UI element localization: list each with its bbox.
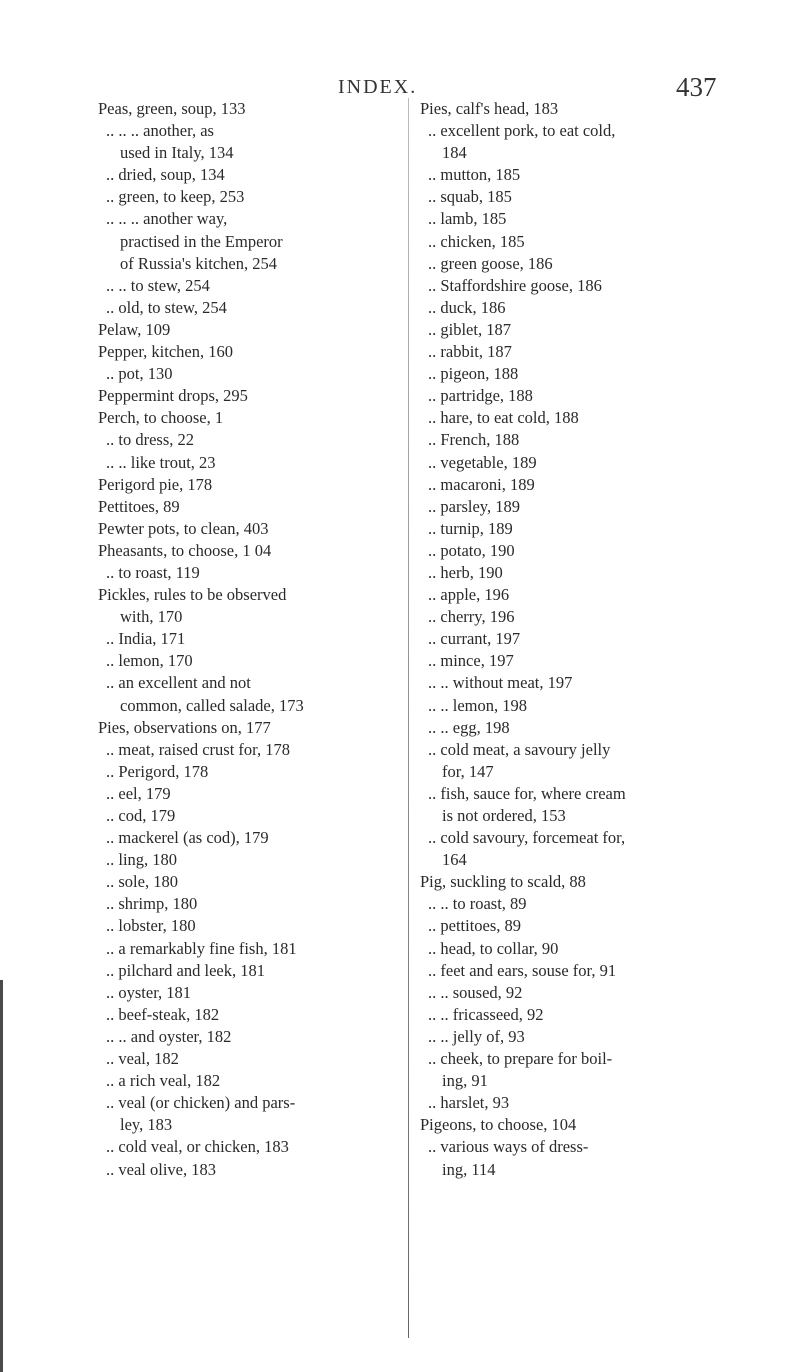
index-entry: .. lemon, 170 [106,651,193,671]
index-entry: .. French, 188 [428,430,520,450]
index-entry: .. pigeon, 188 [428,364,519,384]
running-title: INDEX. [338,76,418,98]
index-entry: .. veal olive, 183 [106,1159,216,1179]
index-entry: 184 [442,143,467,163]
index-entry: used in Italy, 134 [120,143,234,163]
index-entry: .. chicken, 185 [428,231,525,251]
index-entry: .. .. lemon, 198 [428,695,527,715]
index-entry: .. apple, 196 [428,585,510,605]
index-entry: .. currant, 197 [428,629,521,649]
index-entry: .. partridge, 188 [428,386,533,406]
index-entry: .. beef-steak, 182 [106,1004,220,1024]
column-divider [408,98,409,1338]
index-entry: .. meat, raised crust for, 178 [106,739,290,759]
index-entry: .. cheek, to prepare for boil- [428,1049,613,1069]
index-entry: .. excellent pork, to eat cold, [428,121,616,141]
page-edge-shadow [0,980,3,1372]
index-entry: .. shrimp, 180 [106,894,198,914]
index-entry: Pelaw, 109 [98,319,171,339]
index-entry: with, 170 [120,607,183,627]
index-entry: Perigord pie, 178 [98,474,213,494]
index-entry: ley, 183 [120,1115,173,1135]
index-entry: Pies, observations on, 177 [98,717,271,737]
index-entry: .. a rich veal, 182 [106,1071,221,1091]
index-entry: .. giblet, 187 [428,319,511,339]
index-entry: Pies, calf's head, 183 [420,99,559,118]
index-entry: .. Perigord, 178 [106,761,209,781]
index-entry: .. eel, 179 [106,783,171,803]
index-entry: .. potato, 190 [428,540,515,560]
index-column-left [98,98,396,1181]
index-entry: ing, 91 [442,1071,488,1091]
index-entry: .. macaroni, 189 [428,474,535,494]
index-entry: .. duck, 186 [428,297,506,317]
index-entry: .. .. jelly of, 93 [428,1026,525,1046]
index-entry: .. veal (or chicken) and pars- [106,1093,296,1113]
index-entry: .. .. egg, 198 [428,717,510,737]
index-entry: .. India, 171 [106,629,186,649]
index-entry: Pewter pots, to clean, 403 [98,518,269,538]
index-entry: Pig, suckling to scald, 88 [420,872,586,892]
index-entry: .. pot, 130 [106,364,173,384]
index-entry: .. green, to keep, 253 [106,187,245,207]
index-entry: Peppermint drops, 295 [98,386,248,406]
index-entry: .. .. .. another way, [106,209,228,229]
index-entry: .. herb, 190 [428,562,503,582]
index-entry: .. .. and oyster, 182 [106,1026,232,1046]
index-entry: .. various ways of dress- [428,1137,589,1157]
index-entry: .. cherry, 196 [428,607,515,627]
index-entry: .. turnip, 189 [428,518,513,538]
index-entry: .. fish, sauce for, where cream [428,783,626,803]
index-entry: .. lamb, 185 [428,209,507,229]
index-entry: 164 [442,850,467,870]
index-entry: .. hare, to eat cold, 188 [428,408,579,428]
index-entry: Pheasants, to choose, 1 04 [98,540,272,560]
index-entry: .. mince, 197 [428,651,514,671]
index-entry: .. rabbit, 187 [428,342,512,362]
index-entry: .. vegetable, 189 [428,452,537,472]
index-entry: .. to roast, 119 [106,562,200,582]
index-entry: .. pettitoes, 89 [428,916,522,936]
index-entry: .. a remarkably fine fish, 181 [106,938,297,958]
index-entry: ing, 114 [442,1159,496,1179]
index-entry: .. dried, soup, 134 [106,165,225,185]
index-entry: .. .. .. another, as [106,121,214,141]
index-entry: of Russia's kitchen, 254 [120,253,277,273]
index-entry: .. .. to stew, 254 [106,275,210,295]
index-entry: .. .. without meat, 197 [428,673,573,693]
index-entry: .. old, to stew, 254 [106,297,227,317]
index-entry: for, 147 [442,761,494,781]
index-entry: Pigeons, to choose, 104 [420,1115,577,1135]
index-entry: is not ordered, 153 [442,806,566,825]
index-entry: Pepper, kitchen, 160 [98,342,233,362]
index-entry: .. harslet, 93 [428,1093,510,1113]
index-entry: .. .. fricasseed, 92 [428,1004,544,1024]
index-entry: .. .. like trout, 23 [106,452,216,472]
index-entry: .. cold savoury, forcemeat for, [428,828,626,848]
index-entry: .. mutton, 185 [428,165,521,185]
index-entry: Pickles, rules to be observed [98,585,287,605]
index-entry: .. sole, 180 [106,872,178,892]
index-entry: Peas, green, soup, 133 [98,99,246,118]
index-entry: .. ling, 180 [106,850,178,870]
index-entry: .. lobster, 180 [106,916,196,936]
index-entry: .. oyster, 181 [106,982,192,1002]
index-entry: .. .. to roast, 89 [428,894,527,914]
index-entry: .. to dress, 22 [106,430,194,450]
index-entry: .. green goose, 186 [428,253,553,273]
index-entry: Perch, to choose, 1 [98,408,224,428]
index-entry: .. .. soused, 92 [428,982,523,1002]
index-entry: common, called salade, 173 [120,695,304,715]
index-entry: .. cold veal, or chicken, 183 [106,1137,289,1157]
index-entry: .. veal, 182 [106,1049,179,1069]
index-entry: .. feet and ears, souse for, 91 [428,960,617,980]
index-entry: .. cold meat, a savoury jelly [428,739,611,759]
index-entry: practised in the Emperor [120,231,283,251]
index-entry: .. Staffordshire goose, 186 [428,275,602,295]
index-column-right [420,98,716,1181]
index-entry: .. squab, 185 [428,187,512,207]
index-entry: .. parsley, 189 [428,496,520,516]
index-entry: .. head, to collar, 90 [428,938,559,958]
index-entry: Pettitoes, 89 [98,496,180,516]
page-number: 437 [676,72,717,102]
index-entry: .. an excellent and not [106,673,251,693]
index-entry: .. cod, 179 [106,806,176,825]
index-entry: .. mackerel (as cod), 179 [106,828,269,848]
index-entry: .. pilchard and leek, 181 [106,960,265,980]
